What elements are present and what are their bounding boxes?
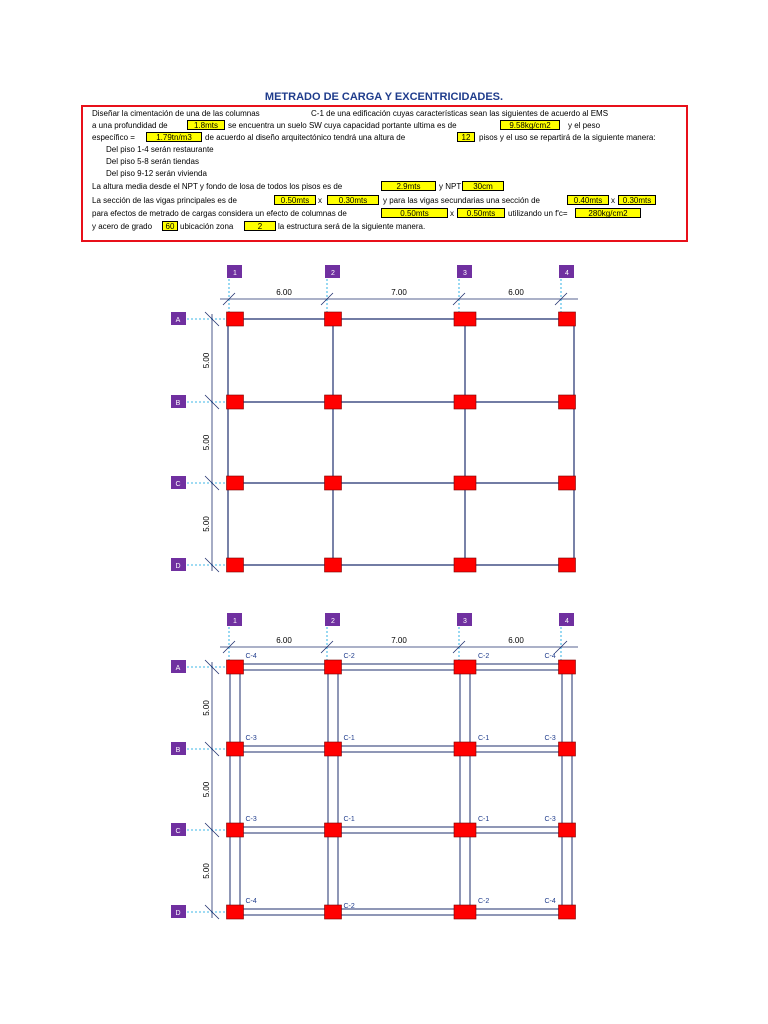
statement-line: a una profundidad de [92,121,168,130]
column [559,905,576,919]
steel-grade-value: 60 [162,221,178,231]
column [559,823,576,837]
column [454,312,476,326]
statement-line: Del piso 1-4 serán restaurante [106,145,214,154]
column [454,660,476,674]
span-label-x: 6.00 [508,636,524,645]
column [325,823,342,837]
column [325,395,342,409]
axis-tag-x-label: 3 [463,618,467,625]
column-label: C-4 [245,898,257,905]
statement-line: ubicación zona [180,222,234,231]
column-label: C-2 [343,903,355,910]
column-label: C-2 [343,653,355,660]
column-width: 0.50mts [381,208,448,218]
column [325,312,342,326]
bearing-capacity-value: 9.58kg/cm2 [500,120,560,130]
column-label: C-3 [544,816,556,823]
beam [460,667,470,912]
column [227,905,244,919]
axis-tag-y-label: C [175,828,181,835]
column [227,312,244,326]
column-label: C-2 [478,898,490,905]
statement-line: Del piso 5-8 serán tiendas [106,157,199,166]
statement-line: x [450,209,454,218]
column [227,558,244,572]
column [227,742,244,756]
axis-tag-x-label: 2 [331,618,335,625]
span-label-y: 5.00 [202,781,211,798]
column-label: C-1 [478,735,490,742]
secondary-beam-depth: 0.30mts [618,195,656,205]
statement-line: y acero de grado [92,222,153,231]
column-depth: 0.50mts [457,208,505,218]
column [454,476,476,490]
axis-tag-y-label: A [175,665,181,672]
specific-weight-value: 1.79tn/m3 [146,132,202,142]
column [227,476,244,490]
column-label: C-1 [478,816,490,823]
depth-value: 1.8mts [187,120,225,130]
column [559,660,576,674]
axis-tag-y-label: B [175,747,181,754]
column [559,558,576,572]
column-label: C-1 [343,735,355,742]
column-label: C-4 [544,898,556,905]
statement-line: La altura media desde el NPT y fondo de losa de todos los pisos es de [92,182,343,191]
fc-value: 280kg/cm2 [575,208,641,218]
span-label-x: 7.00 [391,636,407,645]
span-label-y: 5.00 [202,352,211,369]
statement-line: y para las vigas secundarias una sección de [383,196,540,205]
main-beam-width: 0.50mts [274,195,316,205]
statement-line: específico = [92,133,135,142]
page-title: METRADO DE CARGA Y EXCENTRICIDADES. [264,91,504,103]
column [227,823,244,837]
beam [328,667,338,912]
column [559,312,576,326]
column [325,905,342,919]
beam [228,827,574,833]
beam [228,664,574,670]
column-label: C-3 [544,735,556,742]
column-label: C-1 [343,816,355,823]
span-label-x: 7.00 [391,288,407,297]
axis-tag-x-label: 3 [463,270,467,277]
statement-line: y NPT [439,182,462,191]
column [454,558,476,572]
statement-line: La sección de las vigas principales es de [92,196,237,205]
axis-tag-y-label: A [175,317,181,324]
column [325,476,342,490]
column [325,742,342,756]
column [227,395,244,409]
statement-line: de acuerdo al diseño arquitectónico tendrá una altura de [205,133,406,142]
column-label: C-4 [544,653,556,660]
statement-line: utilizando un f'c= [508,209,568,218]
column [454,905,476,919]
statement-line: x [318,196,322,205]
axis-tag-x-label: 4 [565,618,569,625]
statement-line: y el peso [568,121,601,130]
column-label: C-3 [245,816,257,823]
main-beam-depth: 0.30mts [327,195,379,205]
span-label-y: 5.00 [202,516,211,532]
column [325,558,342,572]
secondary-beam-width: 0.40mts [567,195,609,205]
npt-value: 30cm [462,181,504,191]
beam [562,667,572,912]
span-label-x: 6.00 [276,636,292,645]
statement-line: Del piso 9-12 serán vivienda [106,169,207,178]
beam [228,746,574,752]
span-label-y: 5.00 [202,700,211,716]
statement-line: x [611,196,615,205]
column [325,660,342,674]
column [559,395,576,409]
beam [228,909,574,915]
span-label-y: 5.00 [202,434,211,451]
axis-tag-x-label: 4 [565,270,569,277]
statement-line: Diseñar la cimentación de una de las columnas [92,109,260,118]
column-label: C-2 [478,653,490,660]
axis-tag-x-label: 1 [233,270,237,277]
zone-value: 2 [244,221,276,231]
column-label: C-4 [245,653,257,660]
statement-line: la estructura será de la siguiente manera. [278,222,426,231]
statement-line: pisos y el uso se repartirá de la siguiente manera: [479,133,656,142]
column [559,742,576,756]
axis-tag-x-label: 2 [331,270,335,277]
statement-line: C-1 de una edificación cuyas características sean las siguientes de acuerdo al EMS [311,109,609,118]
column [559,476,576,490]
axis-tag-x-label: 1 [233,618,237,625]
column [454,395,476,409]
statement-line: para efectos de metrado de cargas considera un efecto de columnas de [92,209,347,218]
axis-tag-y-label: D [175,563,181,570]
span-label-x: 6.00 [276,288,292,297]
span-label-x: 6.00 [508,288,524,297]
statement-line: se encuentra un suelo SW cuya capacidad portante ultima es de [228,121,457,130]
beam [230,667,240,912]
axis-tag-y-label: D [175,910,181,917]
span-label-y: 5.00 [202,863,211,879]
column [454,823,476,837]
column-label: C-3 [245,735,257,742]
axis-tag-y-label: B [175,400,181,407]
floor-height-value: 2.9mts [381,181,436,191]
column [227,660,244,674]
column [454,742,476,756]
axis-tag-y-label: C [175,481,181,488]
floors-value: 12 [457,132,475,142]
